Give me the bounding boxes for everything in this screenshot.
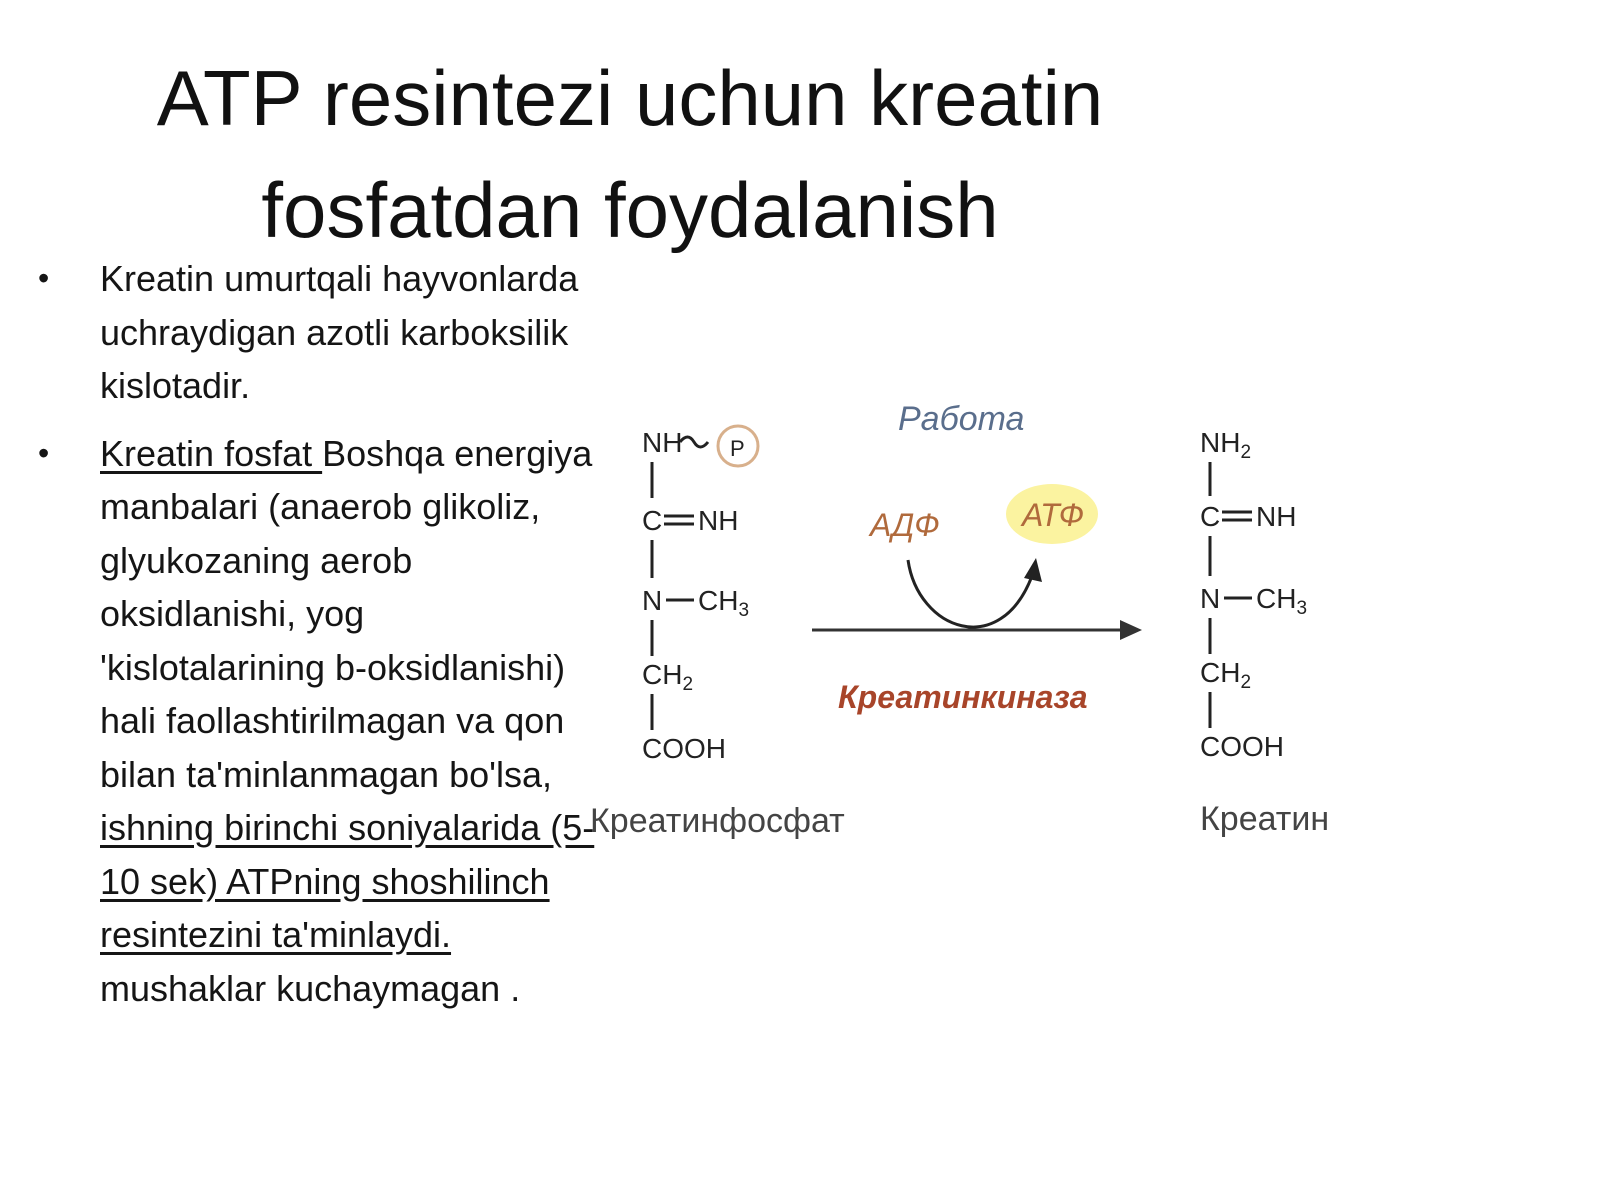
right-n: N [1200, 583, 1221, 614]
creatine-structure [1200, 427, 1307, 762]
bullet-2-underlined-phrase: ishning birinchi soniyalarida (5-10 sek) ATPning shoshilinch resintezini ta'minlaydi. [100, 807, 595, 955]
adp-label: АДФ [870, 507, 940, 543]
right-ch3 [1256, 583, 1307, 619]
title-line-2: fosfatdan foydalanish [261, 166, 999, 254]
left-ch3-sub: 3 [738, 600, 750, 621]
reaction-arrowhead-icon [1120, 620, 1142, 640]
bullet-item-2 [38, 427, 598, 1016]
left-ch2 [642, 659, 693, 695]
left-ch3 [698, 585, 749, 621]
bullet-2-underlined-term: Kreatin fosfat [100, 432, 323, 474]
left-nh: NH [642, 427, 683, 458]
left-c-nh: NH [698, 505, 739, 536]
bullet-2-text: Boshqa energiya manbalari (anaerob glikoliz, glyukozaning aerob oksidlanishi, yog 'kislotalarining b-oksidlanishi) hali faollashtirilmagan va qon bilan ta'minlanmagan bo'lsa, [100, 432, 593, 795]
right-nh2-sub: 2 [1240, 442, 1252, 463]
right-nh2 [1200, 427, 1251, 463]
enzyme-label: Креатинкиназа [838, 679, 1088, 715]
left-ch3-text: CH [698, 585, 739, 616]
bullet-text-1: Kreatin umurtqali hayvonlarda uchraydigan azotli karboksilik kislotadir. [100, 258, 579, 406]
creatine-kinase-reaction-diagram [580, 390, 1380, 870]
right-caption: Креатин [1200, 800, 1330, 838]
bullet-dot-icon: • [38, 260, 50, 296]
slide-title [40, 42, 1220, 266]
left-caption: Креатинфосфат [590, 802, 845, 840]
right-cooh: COOH [1200, 731, 1284, 762]
right-ch3-sub: 3 [1296, 598, 1308, 619]
bullet-list [38, 252, 598, 1029]
right-ch2 [1200, 657, 1251, 693]
right-ch3-text: CH [1256, 583, 1297, 614]
phosphate-label: P [730, 436, 745, 461]
bullet-item-1 [38, 252, 598, 413]
creatine-phosphate-structure [642, 426, 758, 764]
work-label: Работа [898, 400, 1025, 438]
left-ch2-sub: 2 [682, 674, 694, 695]
right-c: C [1200, 501, 1221, 532]
right-ch2-text: CH [1200, 657, 1241, 688]
right-c-nh: NH [1256, 501, 1297, 532]
bullet-2-tail: mushaklar kuchaymagan . [100, 967, 521, 1009]
left-c: C [642, 505, 663, 536]
atp-label: АТФ [1022, 497, 1085, 533]
left-ch2-text: CH [642, 659, 683, 690]
left-cooh: COOH [642, 733, 726, 764]
bullet-dot-icon: • [38, 434, 50, 471]
adp-to-atp-curve-arrow [908, 560, 1032, 627]
high-energy-bond-icon [680, 437, 708, 447]
curve-arrowhead-icon [1024, 558, 1042, 582]
right-nh2-text: NH [1200, 427, 1241, 458]
right-ch2-sub: 2 [1240, 672, 1252, 693]
title-line-1: ATP resintezi uchun kreatin [156, 54, 1104, 142]
left-n: N [642, 585, 663, 616]
